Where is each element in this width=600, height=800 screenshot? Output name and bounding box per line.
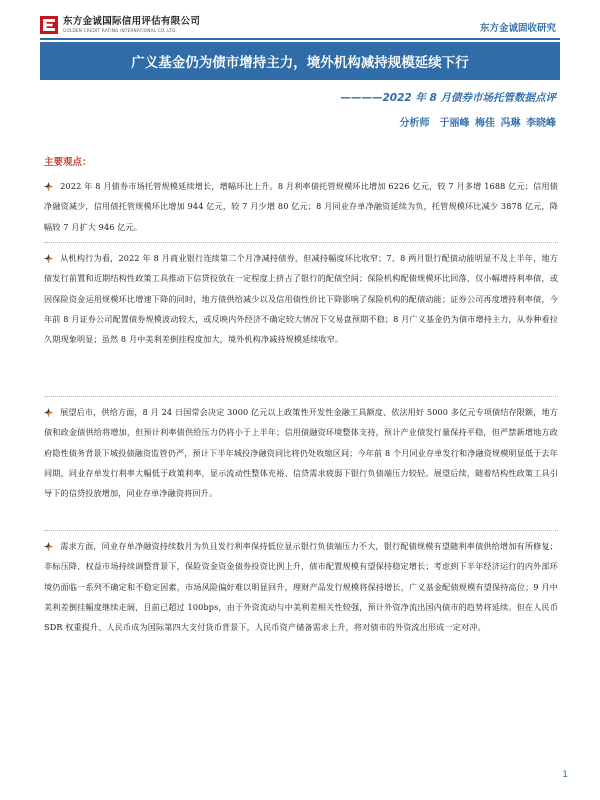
paragraph-4: 需求方面，同业存单净融资持续数月为负且发行利率保持低位显示银行负债端压力不大，银行配债规模有望随利率债供给增加有所修复；非标压降、权益市场持续调整背景下，保险资金资金债券投资比例上升，债市配置规模有望保持稳定增长；考虑到下半年经济运行的内外部环境仍面临一系列不确定和不稳定因素，市场风险偏好难以明显回升，理财产品发行规模将保持增长，广义基金配债规模有望保持高位；9 月中美利差倒挂幅度继续走阔，目前已超过 100bps，由于外资流动与中美利差相关性较强，预计外资净流出国内债市的趋势将延续。但在人民币 SDR 权重提升、人民币成为国际第四大支付货币背景下，人民币资产储备需求上升，将对债市的外资流出形成一定对冲。 (44, 541, 558, 633)
logo-mark-icon (40, 16, 58, 34)
company-logo (40, 14, 200, 36)
page-number: 1 (562, 770, 568, 780)
paragraph-2: 从机构行为看，2022 年 8 月商业银行连续第二个月净减持债券，但减持幅度环比收窄；7、8 两月银行配债动能明显不及上半年，地方债发行前置和近期结构性政策工具推动下信贷投放在一定程度上挤占了银行的配债空间；保险机构配债规模环比回落，仅小幅增持利率债，或因保险资金运用规模环比增速下降的同时，地方债供给减少以及信用债性价比下降影响了保险机构的配债动能；证券公司再度增持利率债，今年前 8 月证券公司配置债券规模波动较大，或反映内外经济不确定较大情况下交易盘预期不稳；8 月广义基金仍为债市增持主力，从券种看拉久期现象明显；虽然 8 月中美利差倒挂程度加大，境外机构净减持规模延续收窄。 (44, 253, 558, 345)
paragraph-3: 展望后市，供给方面，8 月 24 日国常会决定 3000 亿元以上政策性开发性金融工具额度、依法用好 5000 多亿元专项债结存限额，地方债和政金债供给将增加，但预计利率债供给压力仍将小于上半年；信用债融资环境整体支持，预计产业债发行量保持平稳，但严禁新增地方政府隐性债务背景下城投债融资监管仍严，预计下半年城投净融资同比将仍处收缩区间；今年前 8 个月同业存单发行和净融资规模明显低于去年同期，同业存单发行利率大幅低于政策利率，显示流动性整体充裕、信贷需求疲弱下银行负债端压力较轻。展望后续，随着结构性政策工具引导下的信贷投放增加，同业存单净融资将回升。 (44, 407, 558, 499)
company-name-en: GOLDEN CREDIT RATING INTERNATIONAL CO.,LTD. (63, 27, 177, 33)
research-label: 东方金诚固收研究 (479, 23, 556, 34)
logo-text (63, 17, 200, 33)
company-name-cn: 东方金诚国际信用评估有限公司 (63, 16, 201, 28)
paragraph-divider (44, 530, 558, 531)
paragraph-divider (44, 396, 558, 397)
paragraph-divider (44, 242, 558, 243)
title-banner (40, 42, 560, 80)
page-header (0, 0, 600, 42)
main-points-label: 主要观点： (44, 157, 92, 168)
analyst-line: 分析师 于丽峰 梅佳 冯琳 李晓峰 (399, 118, 556, 129)
paragraph-1: 2022 年 8 月债券市场托管规模延续增长，增幅环比上升。8 月利率债托管规模环比增加 6226 亿元，较 7 月多增 1688 亿元；信用债净融资减少，信用债托管规模环比增加 944 亿元，较 7 月少增 80 亿元；8 月同业存单净融资延续为负，托管规模环比减少 3878 亿元，降幅较 7 月扩大 946 亿元。 (44, 181, 558, 232)
report-title: 广义基金仍为债市增持主力，境外机构减持规模延续下行 (131, 55, 469, 71)
report-subtitle: ————2022 年 8 月债券市场托管数据点评 (340, 92, 556, 104)
header-divider (40, 38, 560, 40)
